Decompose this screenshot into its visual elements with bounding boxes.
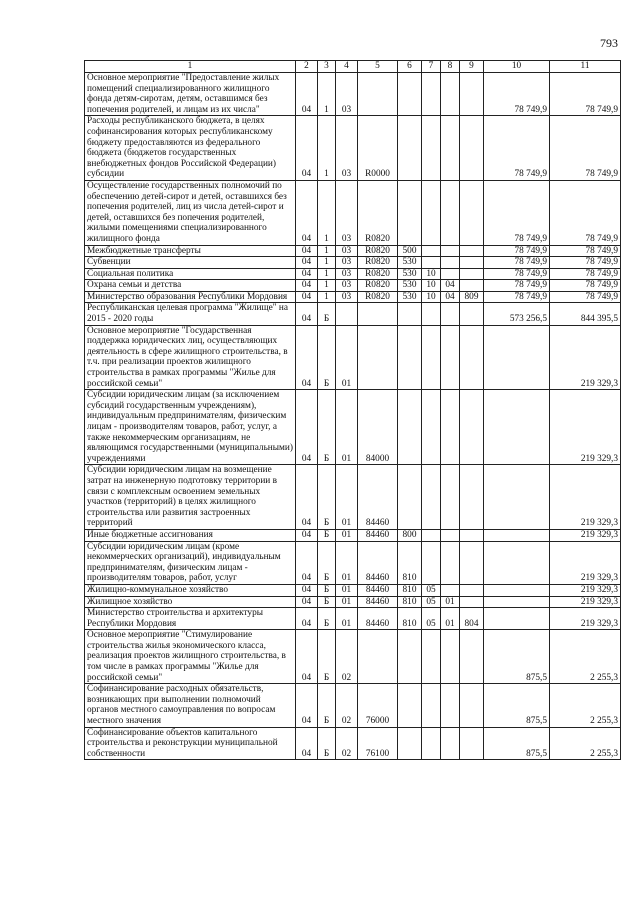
cell-c6 — [398, 390, 422, 465]
cell-c11: 2 255,3 — [550, 727, 621, 760]
cell-c10 — [484, 608, 550, 630]
cell-c5: R0820 — [358, 245, 398, 257]
cell-c2: 04 — [296, 325, 318, 390]
row-name: Социальная политика — [85, 268, 296, 280]
cell-c7 — [422, 303, 441, 325]
cell-c5: 76100 — [358, 727, 398, 760]
cell-c7 — [422, 257, 441, 269]
cell-c3: Б — [318, 630, 336, 684]
cell-c8 — [441, 541, 460, 584]
cell-c3: 1 — [318, 280, 336, 292]
cell-c4: 03 — [336, 180, 358, 245]
cell-c6: 530 — [398, 268, 422, 280]
cell-c7 — [422, 529, 441, 541]
table-row — [85, 630, 621, 684]
cell-c6 — [398, 180, 422, 245]
cell-c7 — [422, 541, 441, 584]
cell-c11: 219 329,3 — [550, 529, 621, 541]
cell-c7 — [422, 630, 441, 684]
cell-c8 — [441, 268, 460, 280]
cell-c9 — [460, 541, 484, 584]
cell-c8: 04 — [441, 280, 460, 292]
row-name: Жилищно-коммунальное хозяйство — [85, 584, 296, 596]
cell-c10: 78 749,9 — [484, 180, 550, 245]
cell-c7 — [422, 73, 441, 116]
cell-c2: 04 — [296, 180, 318, 245]
cell-c8 — [441, 727, 460, 760]
cell-c11: 78 749,9 — [550, 180, 621, 245]
column-header: 4 — [336, 61, 358, 73]
table-row — [85, 291, 621, 303]
cell-c10 — [484, 390, 550, 465]
cell-c3: Б — [318, 390, 336, 465]
cell-c10 — [484, 529, 550, 541]
cell-c7: 10 — [422, 280, 441, 292]
column-header: 11 — [550, 61, 621, 73]
cell-c11: 219 329,3 — [550, 465, 621, 530]
column-header: 7 — [422, 61, 441, 73]
table-row — [85, 608, 621, 630]
table-row — [85, 584, 621, 596]
row-name: Охрана семьи и детства — [85, 280, 296, 292]
cell-c3: Б — [318, 303, 336, 325]
cell-c8 — [441, 325, 460, 390]
cell-c11: 219 329,3 — [550, 596, 621, 608]
cell-c3: 1 — [318, 116, 336, 181]
table-row — [85, 465, 621, 530]
cell-c7 — [422, 325, 441, 390]
cell-c8 — [441, 303, 460, 325]
cell-c6 — [398, 727, 422, 760]
column-header: 5 — [358, 61, 398, 73]
cell-c6 — [398, 684, 422, 727]
cell-c7: 10 — [422, 268, 441, 280]
cell-c3: 1 — [318, 257, 336, 269]
cell-c11: 219 329,3 — [550, 541, 621, 584]
row-name: Основное мероприятие "Стимулирование строительства жилья экономического класса, реализация проектов жилищного строительства, в том числе в рамках программы "Жилье для российской семьи" — [85, 630, 296, 684]
table-body — [85, 73, 621, 760]
column-header: 8 — [441, 61, 460, 73]
cell-c7: 10 — [422, 291, 441, 303]
cell-c3: 1 — [318, 245, 336, 257]
cell-c4: 03 — [336, 245, 358, 257]
cell-c11: 78 749,9 — [550, 116, 621, 181]
cell-c8 — [441, 390, 460, 465]
row-name: Осуществление государственных полномочий по обеспечению детей-сирот и детей, оставшихся без попечения родителей, лиц из числа детей-сирот и детей, оставшихся без попечения родителей, жилыми помещениями специализированного жилищного фонда — [85, 180, 296, 245]
cell-c4: 01 — [336, 390, 358, 465]
row-name: Министерство образования Республики Мордовия — [85, 291, 296, 303]
cell-c4: 02 — [336, 630, 358, 684]
header-row — [85, 61, 621, 73]
cell-c3: Б — [318, 727, 336, 760]
cell-c6: 530 — [398, 280, 422, 292]
cell-c6 — [398, 116, 422, 181]
column-header: 6 — [398, 61, 422, 73]
cell-c10 — [484, 465, 550, 530]
cell-c10: 78 749,9 — [484, 257, 550, 269]
table-row — [85, 180, 621, 245]
cell-c11: 219 329,3 — [550, 325, 621, 390]
cell-c5: 84460 — [358, 465, 398, 530]
table-row — [85, 541, 621, 584]
cell-c5: 76000 — [358, 684, 398, 727]
row-name: Софинансирование объектов капитального строительства и реконструкции муниципальной собственности — [85, 727, 296, 760]
column-header: 3 — [318, 61, 336, 73]
cell-c5: R0820 — [358, 180, 398, 245]
row-name: Софинансирование расходных обязательств, возникающих при выполнении полномочий органов местного самоуправления по вопросам местного значения — [85, 684, 296, 727]
cell-c4: 03 — [336, 268, 358, 280]
cell-c4 — [336, 303, 358, 325]
cell-c9 — [460, 596, 484, 608]
cell-c3: Б — [318, 596, 336, 608]
cell-c2: 04 — [296, 630, 318, 684]
row-name: Субсидии юридическим лицам (кроме некоммерческих организаций), индивидуальным предпринимателям, физическим лицам - производителям товаров, работ, услуг — [85, 541, 296, 584]
cell-c10: 78 749,9 — [484, 268, 550, 280]
cell-c11: 2 255,3 — [550, 630, 621, 684]
table-row — [85, 529, 621, 541]
cell-c11: 78 749,9 — [550, 73, 621, 116]
cell-c4: 01 — [336, 541, 358, 584]
cell-c11: 2 255,3 — [550, 684, 621, 727]
table-row — [85, 257, 621, 269]
cell-c9 — [460, 529, 484, 541]
table-row — [85, 268, 621, 280]
table-row — [85, 73, 621, 116]
cell-c2: 04 — [296, 584, 318, 596]
cell-c9: 809 — [460, 291, 484, 303]
cell-c2: 04 — [296, 727, 318, 760]
cell-c8 — [441, 180, 460, 245]
cell-c5: 84000 — [358, 390, 398, 465]
cell-c5 — [358, 303, 398, 325]
table-row — [85, 390, 621, 465]
cell-c6 — [398, 73, 422, 116]
cell-c5: R0820 — [358, 280, 398, 292]
cell-c9 — [460, 245, 484, 257]
cell-c2: 04 — [296, 257, 318, 269]
cell-c8 — [441, 630, 460, 684]
cell-c8 — [441, 73, 460, 116]
cell-c6 — [398, 325, 422, 390]
cell-c11: 78 749,9 — [550, 245, 621, 257]
cell-c9 — [460, 268, 484, 280]
cell-c3: 1 — [318, 291, 336, 303]
cell-c6: 530 — [398, 257, 422, 269]
cell-c2: 04 — [296, 116, 318, 181]
cell-c5: R0000 — [358, 116, 398, 181]
cell-c2: 04 — [296, 245, 318, 257]
budget-table — [84, 60, 621, 760]
cell-c11: 219 329,3 — [550, 608, 621, 630]
cell-c3: Б — [318, 541, 336, 584]
cell-c8 — [441, 245, 460, 257]
cell-c7: 05 — [422, 608, 441, 630]
row-name: Иные бюджетные ассигнования — [85, 529, 296, 541]
cell-c8: 04 — [441, 291, 460, 303]
cell-c9 — [460, 116, 484, 181]
table-row — [85, 727, 621, 760]
row-name: Субсидии юридическим лицам на возмещение затрат на инженерную подготовку территории в связи с комплексным освоением земельных участков (территорий) в целях жилищного строительства или развития застроенных территорий — [85, 465, 296, 530]
cell-c8 — [441, 465, 460, 530]
cell-c3: Б — [318, 684, 336, 727]
cell-c9 — [460, 630, 484, 684]
cell-c4: 01 — [336, 529, 358, 541]
cell-c2: 04 — [296, 303, 318, 325]
cell-c10 — [484, 541, 550, 584]
cell-c4: 01 — [336, 325, 358, 390]
cell-c5: R0820 — [358, 268, 398, 280]
cell-c7 — [422, 180, 441, 245]
cell-c3: 1 — [318, 73, 336, 116]
cell-c11: 78 749,9 — [550, 257, 621, 269]
cell-c8: 01 — [441, 608, 460, 630]
page-number: 793 — [600, 36, 618, 50]
cell-c4: 02 — [336, 727, 358, 760]
cell-c3: 1 — [318, 268, 336, 280]
cell-c10 — [484, 325, 550, 390]
table-row — [85, 325, 621, 390]
row-name: Субсидии юридическим лицам (за исключением субсидий государственным учреждениям), индивидуальным предпринимателям, физическим лицам - производителям товаров, работ, услуг, а также некоммерческим организациям, не являющимся государственными (муниципальными) учреждениями — [85, 390, 296, 465]
cell-c9 — [460, 257, 484, 269]
cell-c11: 219 329,3 — [550, 584, 621, 596]
cell-c2: 04 — [296, 541, 318, 584]
cell-c8 — [441, 684, 460, 727]
row-name: Основное мероприятие "Предоставление жилых помещений специализированного жилищного фонда детям-сиротам, детям, оставшимся без попечения родителей, и лицам из их числа" — [85, 73, 296, 116]
cell-c8: 01 — [441, 596, 460, 608]
cell-c7 — [422, 684, 441, 727]
cell-c5: 84460 — [358, 608, 398, 630]
cell-c10: 875,5 — [484, 630, 550, 684]
cell-c10: 875,5 — [484, 684, 550, 727]
table-row — [85, 684, 621, 727]
column-header: 1 — [85, 61, 296, 73]
cell-c6: 500 — [398, 245, 422, 257]
cell-c9 — [460, 73, 484, 116]
row-name: Основное мероприятие "Государственная поддержка юридических лиц, осуществляющих деятельность в сфере жилищного строительства, в т.ч. при реализации проектов жилищного строительства в рамках программы "Жилье для российской семьи" — [85, 325, 296, 390]
cell-c6 — [398, 630, 422, 684]
cell-c10: 78 749,9 — [484, 280, 550, 292]
cell-c11: 219 329,3 — [550, 390, 621, 465]
cell-c6: 810 — [398, 608, 422, 630]
cell-c9 — [460, 684, 484, 727]
table-row — [85, 596, 621, 608]
cell-c7 — [422, 727, 441, 760]
cell-c8 — [441, 529, 460, 541]
table-row — [85, 280, 621, 292]
cell-c4: 03 — [336, 116, 358, 181]
cell-c9 — [460, 303, 484, 325]
cell-c4: 01 — [336, 465, 358, 530]
cell-c4: 03 — [336, 291, 358, 303]
cell-c10 — [484, 584, 550, 596]
cell-c11: 78 749,9 — [550, 268, 621, 280]
cell-c4: 01 — [336, 608, 358, 630]
cell-c4: 01 — [336, 596, 358, 608]
cell-c7: 05 — [422, 596, 441, 608]
cell-c2: 04 — [296, 529, 318, 541]
cell-c6: 810 — [398, 584, 422, 596]
cell-c11: 78 749,9 — [550, 291, 621, 303]
cell-c2: 04 — [296, 280, 318, 292]
cell-c10: 78 749,9 — [484, 245, 550, 257]
cell-c8 — [441, 584, 460, 596]
cell-c5 — [358, 630, 398, 684]
cell-c3: Б — [318, 325, 336, 390]
cell-c5: 84460 — [358, 529, 398, 541]
cell-c6: 810 — [398, 596, 422, 608]
cell-c4: 03 — [336, 73, 358, 116]
table-row — [85, 116, 621, 181]
cell-c4: 03 — [336, 280, 358, 292]
cell-c6: 810 — [398, 541, 422, 584]
cell-c3: Б — [318, 608, 336, 630]
cell-c9 — [460, 465, 484, 530]
cell-c9 — [460, 180, 484, 245]
cell-c2: 04 — [296, 73, 318, 116]
cell-c5: 84460 — [358, 596, 398, 608]
cell-c5: R0820 — [358, 257, 398, 269]
cell-c6 — [398, 303, 422, 325]
cell-c9: 804 — [460, 608, 484, 630]
cell-c11: 844 395,5 — [550, 303, 621, 325]
cell-c3: 1 — [318, 180, 336, 245]
cell-c11: 78 749,9 — [550, 280, 621, 292]
cell-c9 — [460, 584, 484, 596]
cell-c6: 530 — [398, 291, 422, 303]
cell-c2: 04 — [296, 608, 318, 630]
row-name: Республиканская целевая программа "Жилище" на 2015 - 2020 годы — [85, 303, 296, 325]
cell-c3: Б — [318, 465, 336, 530]
row-name: Субвенции — [85, 257, 296, 269]
row-name: Межбюджетные трансферты — [85, 245, 296, 257]
cell-c7 — [422, 465, 441, 530]
cell-c2: 04 — [296, 390, 318, 465]
cell-c3: Б — [318, 529, 336, 541]
cell-c5: 84460 — [358, 541, 398, 584]
cell-c7 — [422, 390, 441, 465]
cell-c2: 04 — [296, 268, 318, 280]
table-row — [85, 303, 621, 325]
table-row — [85, 245, 621, 257]
cell-c4: 03 — [336, 257, 358, 269]
cell-c7: 05 — [422, 584, 441, 596]
cell-c10: 78 749,9 — [484, 73, 550, 116]
cell-c2: 04 — [296, 684, 318, 727]
cell-c4: 01 — [336, 584, 358, 596]
column-header: 9 — [460, 61, 484, 73]
cell-c9 — [460, 727, 484, 760]
column-header: 2 — [296, 61, 318, 73]
row-name: Жилищное хозяйство — [85, 596, 296, 608]
cell-c9 — [460, 280, 484, 292]
cell-c4: 02 — [336, 684, 358, 727]
cell-c10: 875,5 — [484, 727, 550, 760]
cell-c2: 04 — [296, 596, 318, 608]
cell-c6 — [398, 465, 422, 530]
cell-c7 — [422, 116, 441, 181]
cell-c10 — [484, 596, 550, 608]
cell-c5: 84460 — [358, 584, 398, 596]
cell-c3: Б — [318, 584, 336, 596]
row-name: Министерство строительства и архитектуры Республики Мордовия — [85, 608, 296, 630]
cell-c5: R0820 — [358, 291, 398, 303]
cell-c9 — [460, 325, 484, 390]
column-header: 10 — [484, 61, 550, 73]
cell-c8 — [441, 116, 460, 181]
cell-c10: 573 256,5 — [484, 303, 550, 325]
cell-c5 — [358, 325, 398, 390]
row-name: Расходы республиканского бюджета, в целях софинансирования которых республиканскому бюджету предоставляются из федерального бюджета (бюджетов государственных внебюджетных фондов Российской Федерации) субсидии — [85, 116, 296, 181]
cell-c8 — [441, 257, 460, 269]
cell-c5 — [358, 73, 398, 116]
cell-c2: 04 — [296, 465, 318, 530]
cell-c10: 78 749,9 — [484, 116, 550, 181]
cell-c7 — [422, 245, 441, 257]
cell-c9 — [460, 390, 484, 465]
cell-c10: 78 749,9 — [484, 291, 550, 303]
cell-c6: 800 — [398, 529, 422, 541]
cell-c2: 04 — [296, 291, 318, 303]
